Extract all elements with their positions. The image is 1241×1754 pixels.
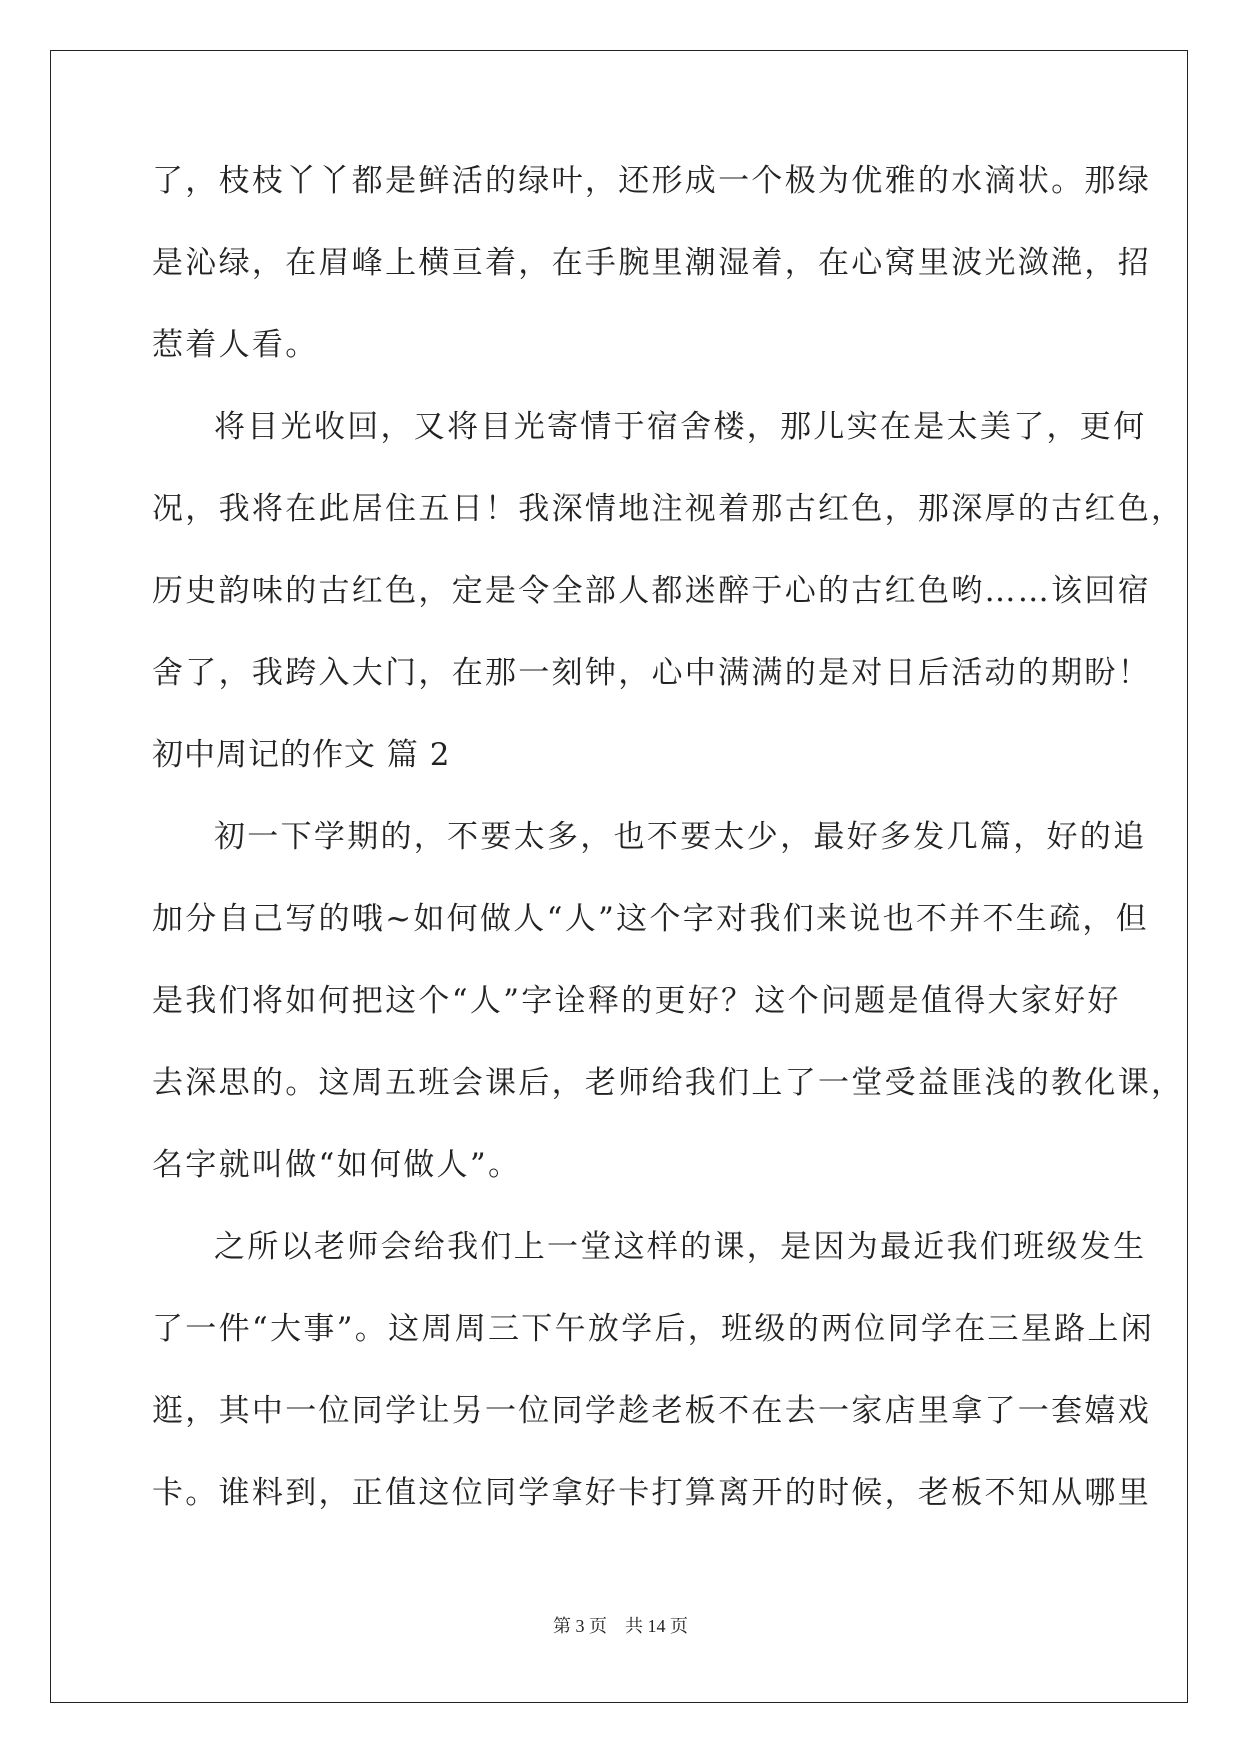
text-line: 了一件“大事”。这周周三下午放学后，班级的两位同学在三星路上闲: [152, 1311, 1154, 1347]
text-line: 了，枝枝丫丫都是鲜活的绿叶，还形成一个极为优雅的水滴状。那绿: [152, 163, 1151, 199]
paragraph-first-line: 将目光收回，又将目光寄情于宿舍楼，那儿实在是太美了，更何: [214, 409, 1147, 445]
text-line: 名字就叫做“如何做人”。: [152, 1147, 522, 1183]
text-line: 况，我将在此居住五日！我深情地注视着那古红色，那深厚的古红色，: [152, 491, 1185, 527]
text-line: 是我们将如何把这个“人”字诠释的更好？这个问题是值得大家好好: [152, 983, 1121, 1019]
text-line: 舍了，我跨入大门，在那一刻钟，心中满满的是对日后活动的期盼！: [152, 655, 1151, 691]
text-line: 逛，其中一位同学让另一位同学趁老板不在去一家店里拿了一套嬉戏: [152, 1393, 1151, 1429]
paragraph-first-line: 之所以老师会给我们上一堂这样的课，是因为最近我们班级发生: [214, 1229, 1147, 1265]
text-line: 卡。谁料到，正值这位同学拿好卡打算离开的时候，老板不知从哪里: [152, 1475, 1151, 1511]
text-line: 惹着人看。: [152, 327, 319, 363]
paragraph-first-line: 初一下学期的，不要太多，也不要太少，最好多发几篇，好的追: [214, 819, 1147, 855]
section-heading: 初中周记的作文 篇 2: [152, 737, 451, 773]
text-line: 去深思的。这周五班会课后，老师给我们上了一堂受益匪浅的教化课，: [152, 1065, 1185, 1101]
document-body: [152, 140, 1185, 1534]
text-line: 历史韵味的古红色，定是令全部人都迷醉于心的古红色哟……该回宿: [152, 573, 1151, 609]
text-line: 加分自己写的哦~如何做人“人”这个字对我们来说也不并不生疏，但: [152, 901, 1149, 937]
text-line: 是沁绿，在眉峰上横亘着，在手腕里潮湿着，在心窝里波光潋滟，招: [152, 245, 1151, 281]
page-number-footer: 第 3 页 共 14 页: [553, 1616, 688, 1636]
